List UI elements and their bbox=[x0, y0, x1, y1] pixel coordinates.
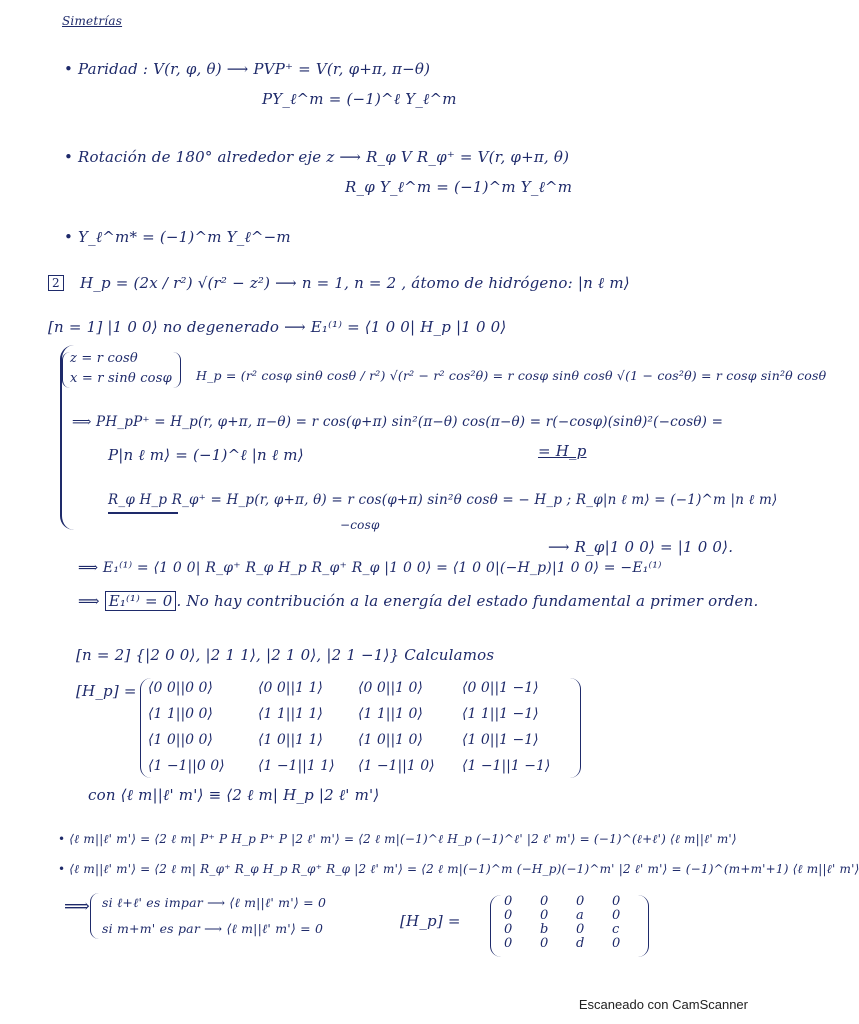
matrix-cell: b bbox=[540, 922, 549, 937]
hp-definition: H_p = (2x / r²) √(r² − z²) ⟶ n = 1, n = 2 , átomo de hidrógeno: |n ℓ m⟩ bbox=[80, 274, 630, 292]
matrix-cell: 0 bbox=[540, 936, 549, 951]
page-title: Simetrías bbox=[62, 14, 123, 28]
matrix-cell: 0 bbox=[576, 894, 585, 909]
matrix-cell: 0 bbox=[576, 922, 585, 937]
matrix-cell: 0 bbox=[540, 894, 549, 909]
e1-result-row bbox=[78, 592, 758, 610]
rotation-underline bbox=[108, 512, 178, 514]
matrix-cell: ⟨1 1||1 −1⟩ bbox=[462, 706, 539, 722]
e1-calculation: ⟹ E₁⁽¹⁾ = ⟨1 0 0| R_φ⁺ R_φ H_p R_φ⁺ R_φ |1 0 0⟩ = ⟨1 0 0|(−H_p)|1 0 0⟩ = −E₁⁽¹⁾ bbox=[78, 560, 662, 576]
matrix-cell: 0 bbox=[612, 936, 621, 951]
rotation-bullet: • ⟨ℓ m||ℓ' m'⟩ = ⟨2 ℓ m| R_φ⁺ R_φ H_p R_φ⁺ R_φ |2 ℓ' m'⟩ = ⟨2 ℓ m|(−1)^m (−H_p)(−1)^m' |2 ℓ' m'⟩ = (−1)^(m+m'+1) ⟨ℓ m||ℓ' m'⟩ bbox=[58, 862, 859, 876]
x-equation: x = r sinθ cosφ bbox=[70, 371, 172, 386]
rotation-line-1: • Rotación de 180° alrededor eje z ⟶ R_φ V R_φ⁺ = V(r, φ+π, θ) bbox=[64, 148, 570, 166]
condition-2: si m+m' es par ⟶ ⟨ℓ m||ℓ' m'⟩ = 0 bbox=[102, 921, 324, 936]
matrix-cell: 0 bbox=[612, 894, 621, 909]
matrix-cell: ⟨1 −1||1 −1⟩ bbox=[462, 758, 551, 774]
camscanner-footer: Escaneado con CamScanner bbox=[578, 997, 748, 1012]
condition-1: si ℓ+ℓ' es impar ⟶ ⟨ℓ m||ℓ' m'⟩ = 0 bbox=[102, 895, 327, 910]
final-bracket-right bbox=[638, 895, 649, 957]
matrix-cell: ⟨1 1||1 1⟩ bbox=[258, 706, 323, 722]
n2-line: [n = 2] {|2 0 0⟩, |2 1 1⟩, |2 1 0⟩, |2 1 −1⟩} Calculamos bbox=[76, 646, 495, 664]
matrix-cell: ⟨0 0||1 1⟩ bbox=[258, 680, 323, 696]
parity-bullet: • ⟨ℓ m||ℓ' m'⟩ = ⟨2 ℓ m| P⁺ P H_p P⁺ P |2 ℓ' m'⟩ = ⟨2 ℓ m|(−1)^ℓ H_p (−1)^ℓ' |2 ℓ' m'⟩ = (−1)^(ℓ+ℓ') ⟨ℓ m||ℓ' m'⟩ bbox=[58, 832, 737, 846]
matrix-cell: 0 bbox=[612, 908, 621, 923]
matrix-cell: a bbox=[576, 908, 584, 923]
matrix-cell: ⟨1 1||0 0⟩ bbox=[148, 706, 213, 722]
n1-line: [n = 1] |1 0 0⟩ no degenerado ⟶ E₁⁽¹⁾ = ⟨1 0 0| H_p |1 0 0⟩ bbox=[48, 318, 507, 336]
rotation-state: ⟶ R_φ|1 0 0⟩ = |1 0 0⟩. bbox=[548, 538, 734, 556]
matrix-cell: 0 bbox=[504, 908, 513, 923]
parity-result: = H_p bbox=[538, 442, 587, 460]
e1-result: E₁⁽¹⁾ = 0 bbox=[105, 591, 177, 611]
matrix-cell: 0 bbox=[504, 894, 513, 909]
implies-arrow: ⟹ bbox=[78, 592, 105, 610]
rotation-note: −cosφ bbox=[340, 518, 380, 532]
matrix-cell: ⟨1 −1||1 1⟩ bbox=[258, 758, 335, 774]
coords-brace-right bbox=[172, 352, 181, 388]
parity-state: P|n ℓ m⟩ = (−1)^ℓ |n ℓ m⟩ bbox=[108, 446, 304, 464]
matrix-label: [H_p] = bbox=[76, 682, 137, 700]
final-hp-matrix bbox=[504, 895, 648, 951]
matrix-cell: 0 bbox=[540, 908, 549, 923]
section-marker: 2 bbox=[48, 275, 64, 291]
implies-arrow-2: ⟹ bbox=[64, 896, 91, 917]
conjugate-line: • Y_ℓ^m* = (−1)^m Y_ℓ^−m bbox=[64, 228, 291, 246]
rotation-line-2: R_φ Y_ℓ^m = (−1)^m Y_ℓ^m bbox=[345, 178, 573, 196]
matrix-cell: ⟨0 0||1 0⟩ bbox=[358, 680, 423, 696]
hp-matrix bbox=[148, 680, 572, 774]
parity-application: ⟹ PH_pP⁺ = H_p(r, φ+π, π−θ) = r cos(φ+π) sin²(π−θ) cos(π−θ) = r(−cosφ)(sinθ)²(−cosθ) = bbox=[72, 414, 724, 430]
matrix-cell: c bbox=[612, 922, 620, 937]
parity-line-1: • Paridad : V(r, φ, θ) ⟶ PVP⁺ = V(r, φ+π, π−θ) bbox=[64, 60, 431, 78]
matrix-cell: ⟨1 0||1 −1⟩ bbox=[462, 732, 539, 748]
matrix-bracket-right bbox=[570, 678, 581, 778]
final-matrix-label: [H_p] = bbox=[400, 912, 461, 930]
conditions-brace bbox=[90, 893, 99, 939]
rotation-application: R_φ H_p R_φ⁺ = H_p(r, φ+π, θ) = r cos(φ+π) sin²θ cosθ = − H_p ; R_φ|n ℓ m⟩ = (−1)^m |n ℓ m⟩ bbox=[108, 492, 778, 508]
matrix-cell: ⟨1 0||1 1⟩ bbox=[258, 732, 323, 748]
matrix-cell: ⟨0 0||0 0⟩ bbox=[148, 680, 213, 696]
matrix-cell: 0 bbox=[504, 936, 513, 951]
matrix-cell: ⟨1 1||1 0⟩ bbox=[358, 706, 423, 722]
matrix-cell: d bbox=[576, 936, 585, 951]
z-equation: z = r cosθ bbox=[70, 351, 138, 366]
con-line: con ⟨ℓ m||ℓ' m'⟩ ≡ ⟨2 ℓ m| H_p |2 ℓ' m'⟩ bbox=[88, 786, 380, 804]
matrix-cell: ⟨1 −1||0 0⟩ bbox=[148, 758, 225, 774]
e1-text: . No hay contribución a la energía del estado fundamental a primer orden. bbox=[176, 592, 759, 610]
final-bracket-left bbox=[490, 895, 501, 957]
matrix-cell: ⟨1 0||0 0⟩ bbox=[148, 732, 213, 748]
parity-line-2: PY_ℓ^m = (−1)^ℓ Y_ℓ^m bbox=[262, 90, 457, 108]
matrix-cell: 0 bbox=[504, 922, 513, 937]
matrix-cell: ⟨0 0||1 −1⟩ bbox=[462, 680, 539, 696]
matrix-cell: ⟨1 −1||1 0⟩ bbox=[358, 758, 435, 774]
hp-expansion: H_p = (r² cosφ sinθ cosθ / r²) √(r² − r² cos²θ) = r cosφ sinθ cosθ √(1 − cos²θ) = r cosφ sin²θ cosθ bbox=[196, 368, 827, 383]
matrix-cell: ⟨1 0||1 0⟩ bbox=[358, 732, 423, 748]
